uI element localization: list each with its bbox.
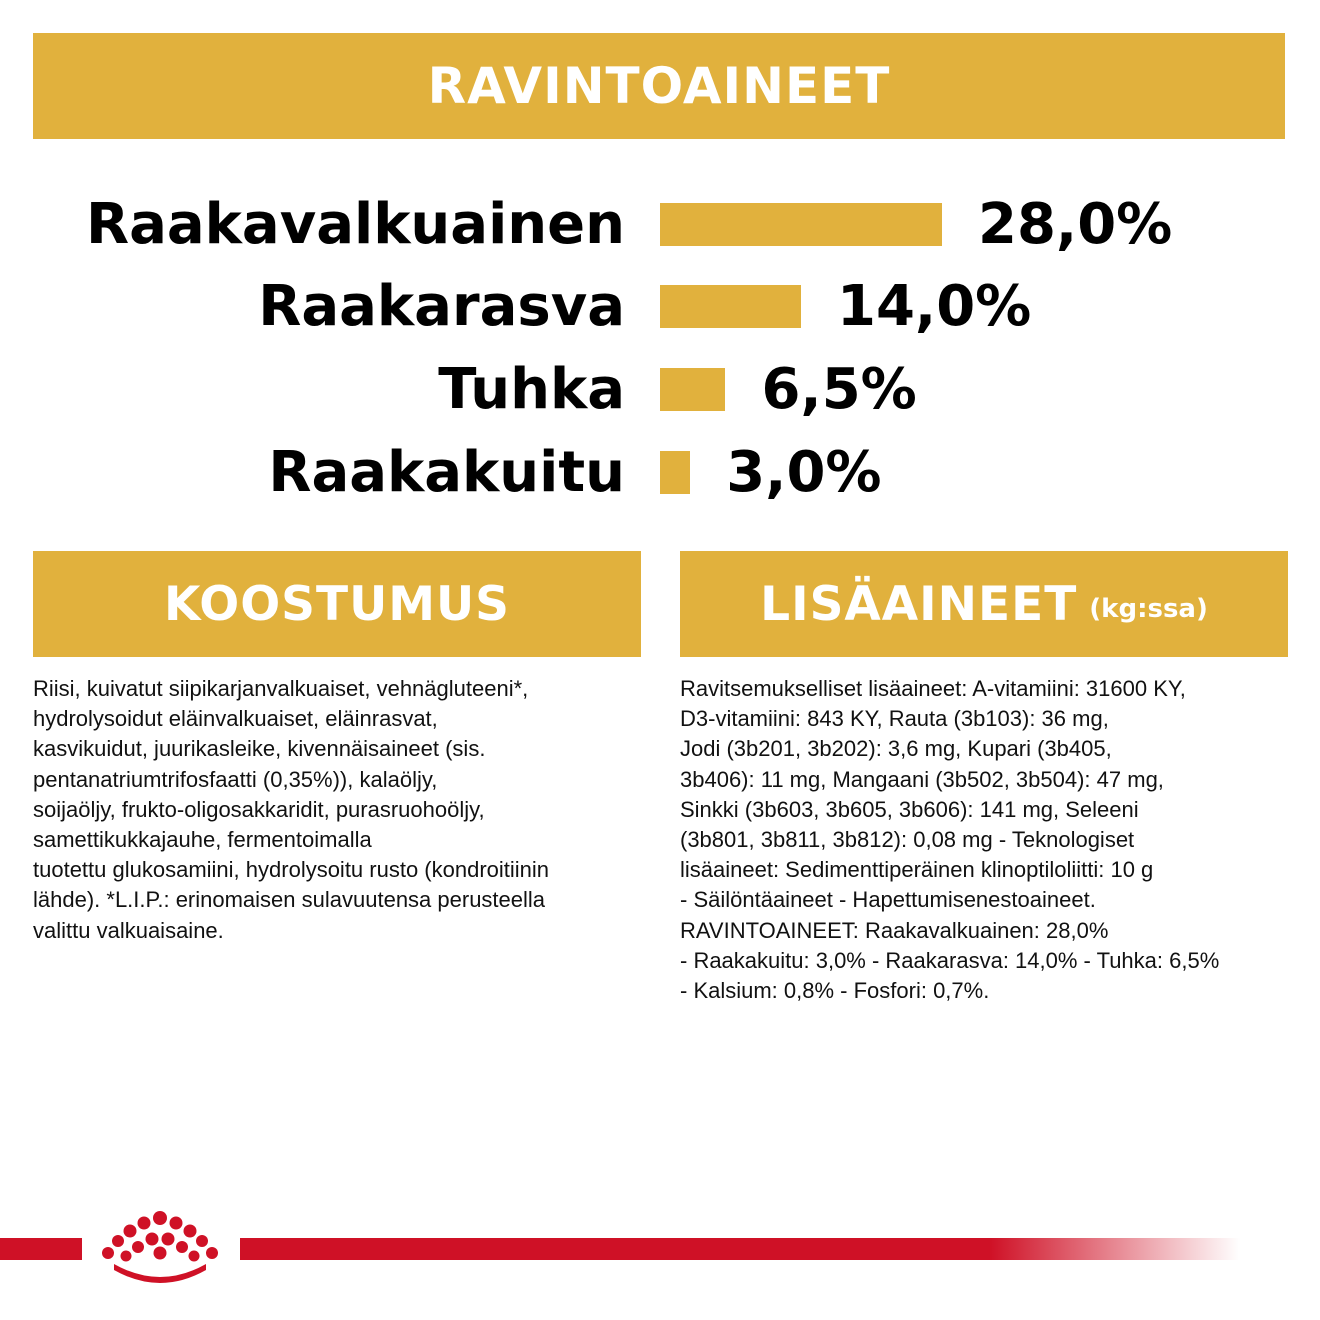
additives-text: Ravitsemukselliset lisäaineet: A-vitamiini: 31600 KY, D3-vitamiini: 843 KY, Rauta (3b103): 36 mg, Jodi (3b201, 3b202): 3,6 mg, Kupari (3b405, 3b406): 11 mg, Mangaani (3b502, 3b504): 47 mg, Sinkki (3b603, 3b605, 3b606): 141 mg, Seleeni (3b801, 3b811, 3b812): 0,08 mg - Teknologiset lisäaineet: Sedimenttiperäinen klinoptiloliitti: 10 g - Säilöntäaineet - Hapettumisenestoaineet. RAVINTOAINEET: Raakavalkuainen: 28,0% - Raakakuitu: 3,0% - Raakarasva: 14,0% - Tuhka: 6,5% - Kalsium: 0,8% - Fosfori: 0,7%.	[680, 676, 1220, 1004]
nutrient-bar	[660, 285, 801, 328]
brand-line-right	[240, 1238, 1240, 1260]
nutrient-label: Raakarasva	[258, 274, 625, 339]
nutrient-value: 14,0%	[837, 274, 1032, 339]
nutrients-title: RAVINTOAINEET	[427, 57, 891, 115]
nutrient-label: Raakakuitu	[268, 440, 625, 505]
nutrient-bar	[660, 368, 725, 411]
nutrient-value: 28,0%	[978, 192, 1173, 257]
composition-header-banner	[33, 551, 641, 657]
nutrients-header-banner	[33, 33, 1285, 139]
nutrient-row	[0, 274, 1320, 339]
royal-canin-crown-icon	[92, 1206, 228, 1286]
nutrient-bar	[660, 203, 942, 246]
composition-title: KOOSTUMUS	[163, 576, 511, 632]
nutrient-row	[0, 440, 1320, 505]
nutrient-row	[0, 357, 1320, 422]
additives-subtitle: (kg:ssa)	[1089, 594, 1208, 624]
composition-text: Riisi, kuivatut siipikarjanvalkuaiset, vehnägluteeni*, hydrolysoidut eläinvalkuaiset, eläinrasvat, kasvikuidut, juurikasleike, kivennäisaineet (sis. pentanatriumtrifosfaatti (0,35%)), kalaöljy, soijaöljy, frukto-oligosakkaridit, purasruohoöljy, samettikukkajauhe, fermentoimalla tuotettu glukosamiini, hydrolysoitu rusto (kondroitiinin lähde). *L.I.P.: erinomaisen sulavuutensa perusteella valittu valkuaisaine.	[33, 676, 550, 943]
nutrient-label: Tuhka	[438, 357, 625, 422]
nutrient-label: Raakavalkuainen	[85, 192, 625, 257]
brand-line-left	[0, 1238, 82, 1260]
additives-header-banner	[680, 551, 1288, 657]
nutrient-value: 6,5%	[761, 357, 917, 422]
nutrient-value: 3,0%	[726, 440, 882, 505]
additives-title: LISÄAINEET	[760, 576, 1078, 632]
nutrient-bar	[660, 451, 690, 494]
nutrient-row	[0, 192, 1320, 257]
